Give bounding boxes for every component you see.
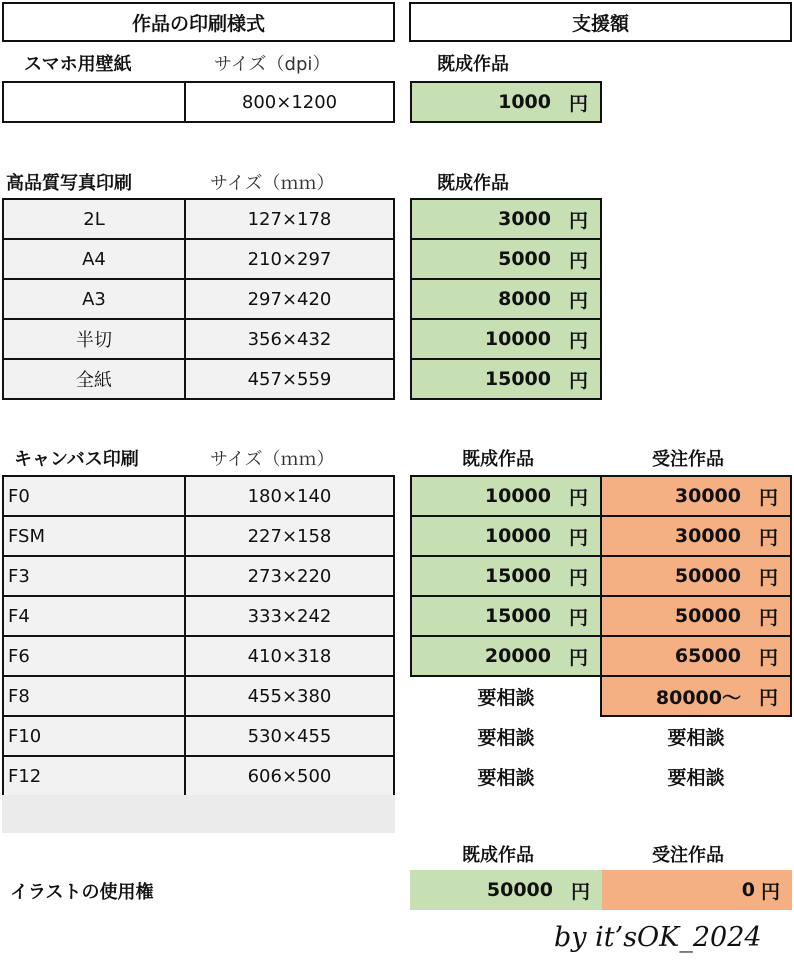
photo-row-price <box>410 278 602 320</box>
yen-unit: 円 <box>568 606 588 629</box>
yen-unit: 円 <box>568 249 588 272</box>
canvas-row-commission-price <box>600 475 792 517</box>
canvas-row-existing-consult: 要相談 <box>477 766 535 789</box>
wallpaper-name-cell <box>2 81 186 123</box>
photo-row-price <box>410 238 602 280</box>
yen-unit: 円 <box>568 289 588 312</box>
photo-row-name: 半切 <box>2 318 186 360</box>
canvas-row-existing-consult: 要相談 <box>477 686 535 709</box>
photo-section-title: 高品質写真印刷 <box>6 173 132 194</box>
usage-commission-price <box>602 870 792 910</box>
yen-unit: 円 <box>568 486 588 509</box>
canvas-row-commission-price <box>600 555 792 597</box>
yen-unit: 円 <box>758 526 778 549</box>
canvas-row-existing-price <box>410 555 602 597</box>
price-value: 10000 <box>484 328 551 350</box>
usage-rights-title: イラストの使用権 <box>10 882 154 903</box>
canvas-section-title: キャンバス印刷 <box>14 449 139 470</box>
photo-row-size: 356×432 <box>184 318 395 360</box>
photo-row-size: 297×420 <box>184 278 395 320</box>
price-value: 50000 <box>674 565 741 587</box>
price-value: 15000 <box>484 605 551 627</box>
photo-row-price <box>410 198 602 240</box>
photo-size-header: サイズ（ｍｍ） <box>210 173 335 194</box>
photo-row-price <box>410 358 602 400</box>
canvas-row-commission-price <box>600 515 792 557</box>
canvas-row-size: 180×140 <box>184 475 395 517</box>
yen-unit: 円 <box>758 566 778 589</box>
yen-unit: 円 <box>758 686 778 709</box>
photo-row-name: A3 <box>2 278 186 320</box>
yen-unit: 円 <box>570 880 590 903</box>
yen-unit: 円 <box>760 880 780 903</box>
canvas-row-commission-price <box>600 595 792 637</box>
photo-row-size: 210×297 <box>184 238 395 280</box>
yen-unit: 円 <box>568 526 588 549</box>
yen-unit: 円 <box>758 646 778 669</box>
canvas-row-size: 333×242 <box>184 595 395 637</box>
price-value: 50000 <box>674 605 741 627</box>
price-value: 30000 <box>674 525 741 547</box>
price-value: 80000～ <box>655 686 741 709</box>
price-value: 15000 <box>484 368 551 390</box>
photo-row-name: 全紙 <box>2 358 186 400</box>
canvas-row-name: F8 <box>2 675 186 717</box>
photo-existing-header: 既成作品 <box>437 173 509 194</box>
price-value: 8000 <box>498 288 551 310</box>
wallpaper-size-cell: 800×1200 <box>184 81 395 123</box>
wallpaper-existing-header: 既成作品 <box>437 54 509 75</box>
canvas-row-size: 530×455 <box>184 715 395 757</box>
photo-row-name: A4 <box>2 238 186 280</box>
photo-row-size: 457×559 <box>184 358 395 400</box>
canvas-row-existing-consult: 要相談 <box>477 726 535 749</box>
price-value: 30000 <box>674 485 741 507</box>
yen-unit: 円 <box>568 92 588 115</box>
yen-unit: 円 <box>568 369 588 392</box>
canvas-row-size: 455×380 <box>184 675 395 717</box>
yen-unit: 円 <box>568 646 588 669</box>
photo-row-size: 127×178 <box>184 198 395 240</box>
print-style-header: 作品の印刷様式 <box>2 2 395 42</box>
yen-unit: 円 <box>568 209 588 232</box>
canvas-row-name: F3 <box>2 555 186 597</box>
price-value: 10000 <box>484 485 551 507</box>
price-value: 65000 <box>674 645 741 667</box>
price-value: 15000 <box>484 565 551 587</box>
canvas-size-header: サイズ（ｍｍ） <box>210 449 335 470</box>
canvas-row-name: F10 <box>2 715 186 757</box>
canvas-row-commission-price <box>600 635 792 677</box>
support-amount-header: 支援額 <box>409 2 792 42</box>
wallpaper-size-header: サイズ（dpi） <box>214 54 331 75</box>
canvas-row-name: F4 <box>2 595 186 637</box>
wallpaper-section-title: スマホ用壁紙 <box>24 54 132 75</box>
canvas-row-size: 273×220 <box>184 555 395 597</box>
canvas-table-footer <box>2 795 395 833</box>
wallpaper-price-cell <box>410 81 602 123</box>
canvas-row-commission-price <box>600 675 792 717</box>
canvas-row-name: F12 <box>2 755 186 797</box>
price-value: 10000 <box>484 525 551 547</box>
usage-commission-header: 受注作品 <box>652 845 724 866</box>
price-value: 1000 <box>498 91 551 113</box>
canvas-commission-header: 受注作品 <box>652 449 724 470</box>
price-value: 3000 <box>498 208 551 230</box>
canvas-row-commission-consult: 要相談 <box>667 766 725 789</box>
canvas-row-name: FSM <box>2 515 186 557</box>
canvas-row-commission-consult: 要相談 <box>667 726 725 749</box>
price-value: 0 <box>741 879 755 901</box>
canvas-row-existing-price <box>410 515 602 557</box>
yen-unit: 円 <box>758 486 778 509</box>
canvas-existing-header: 既成作品 <box>462 449 534 470</box>
yen-unit: 円 <box>568 329 588 352</box>
usage-existing-price <box>410 870 602 910</box>
price-value: 5000 <box>498 248 551 270</box>
canvas-row-existing-price <box>410 635 602 677</box>
price-value: 50000 <box>486 879 553 901</box>
credit-signature: by it’sOK_2024 <box>554 922 762 953</box>
photo-row-price <box>410 318 602 360</box>
canvas-row-existing-price <box>410 595 602 637</box>
yen-unit: 円 <box>568 566 588 589</box>
canvas-row-existing-price <box>410 475 602 517</box>
usage-existing-header: 既成作品 <box>462 845 534 866</box>
yen-unit: 円 <box>758 606 778 629</box>
canvas-row-size: 410×318 <box>184 635 395 677</box>
canvas-row-name: F6 <box>2 635 186 677</box>
photo-row-name: 2L <box>2 198 186 240</box>
canvas-row-size: 606×500 <box>184 755 395 797</box>
canvas-row-size: 227×158 <box>184 515 395 557</box>
price-value: 20000 <box>484 645 551 667</box>
canvas-row-name: F0 <box>2 475 186 517</box>
